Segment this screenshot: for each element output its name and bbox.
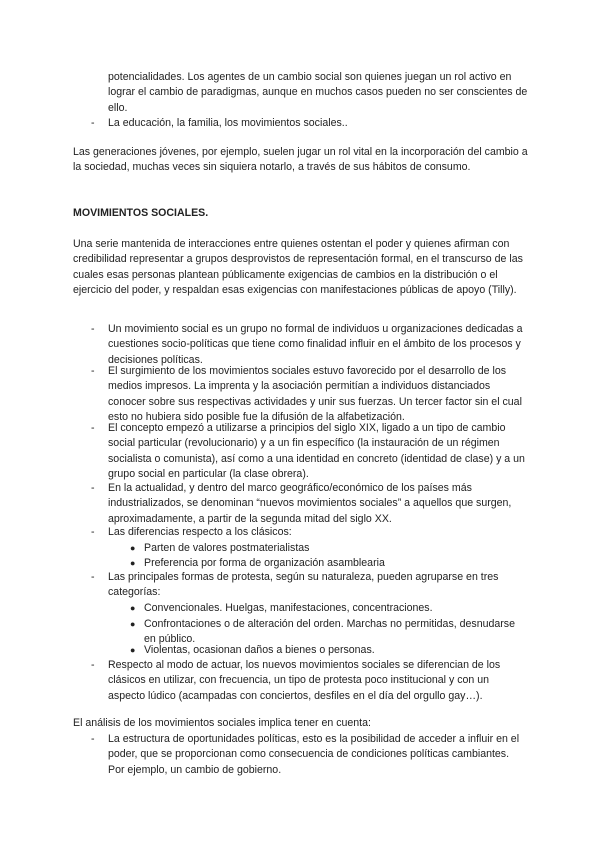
intro-continuation: potencialidades. Los agentes de un cambio social son quienes juegan un rol activo en lograr el cambio de paradigmas, aunque en muchos casos pueden no ser conscientes de ello. <box>108 71 528 114</box>
section-heading: MOVIMIENTOS SOCIALES. <box>73 207 209 219</box>
dash-marker: - <box>91 733 95 745</box>
sub-list-item: Violentas, ocasionan daños a bienes o personas. <box>144 644 375 656</box>
list-item: Las principales formas de protesta, según su naturaleza, pueden agruparse en tres categorías: <box>108 571 499 599</box>
dash-marker: - <box>91 659 95 671</box>
sub-list-item: Confrontaciones o de alteración del orden. Marchas no permitidas, desnudarse en público. <box>144 618 515 646</box>
dash-marker: - <box>91 365 95 377</box>
dash-marker: - <box>91 323 95 335</box>
sub-list-item: Convencionales. Huelgas, manifestaciones, concentraciones. <box>144 602 433 614</box>
dash-marker: - <box>91 482 95 494</box>
paragraph-definition: Una serie mantenida de interacciones entre quienes ostentan el poder y quienes afirman con credibilidad representar a grupos desprovistos de representación formal, en el transcurso de las cuales esas personas plantean públicamente exigencias de cambios en la distribución o el ejercicio del poder, y respaldan esas exigencias con manifestaciones públicas de apoyo (Tilly). <box>73 238 523 297</box>
list-item: En la actualidad, y dentro del marco geográfico/económico de los países más industrializados, se denominan “nuevos movimientos sociales” a aquellos que surgen, aproximadamente, a partir de la segunda mitad del siglo XX. <box>108 482 512 525</box>
dash-marker: - <box>91 571 95 583</box>
sub-list-item: Preferencia por forma de organización asamblearia <box>144 557 385 569</box>
list-item: El surgimiento de los movimientos sociales estuvo favorecido por el desarrollo de los medios impresos. La imprenta y la asociación permitían a individuos distanciados conocer sobre sus respectivas actividades y unir sus fuerzas. Un tercer factor sin el cual esto no hubiera sido posible fue la difusión de la alfabetización. <box>108 365 522 424</box>
dash-marker: - <box>91 526 95 538</box>
dash-marker: - <box>91 422 95 434</box>
bullet-marker: ● <box>130 558 136 568</box>
list-item: Respecto al modo de actuar, los nuevos movimientos sociales se diferencian de los clásicos en utilizar, con frecuencia, un tipo de protesta poco institucional y con un aspecto lúdico (acampadas con conciertos, desfiles en el día del orgullo gay…). <box>108 659 501 702</box>
sub-list-item: Parten de valores postmaterialistas <box>144 542 310 554</box>
list-item: Las diferencias respecto a los clásicos: <box>108 526 292 538</box>
list-item: Un movimiento social es un grupo no formal de individuos u organizaciones dedicadas a cuestiones socio-políticas que tiene como finalidad influir en el ámbito de los procesos y decisiones políticas. <box>108 323 523 366</box>
bullet-marker: ● <box>130 603 136 613</box>
bullet-marker: ● <box>130 619 136 629</box>
bullet-marker: ● <box>130 543 136 553</box>
list-item-education: La educación, la familia, los movimientos sociales.. <box>108 117 348 129</box>
list-item: El concepto empezó a utilizarse a principios del siglo XIX, ligado a un tipo de cambio social particular (revolucionario) y a un fin específico (la instauración de un régimen socialista o comunista), así como a una identidad en concreto (identidad de clase) y a un grupo social en particular (la clase obrera). <box>108 422 525 481</box>
analysis-intro: El análisis de los movimientos sociales implica tener en cuenta: <box>73 717 371 729</box>
bullet-marker: ● <box>130 645 136 655</box>
dash-marker: - <box>91 117 95 129</box>
paragraph-youth: Las generaciones jóvenes, por ejemplo, suelen jugar un rol vital en la incorporación del cambio a la sociedad, muchas veces sin siquiera notarlo, a través de sus hábitos de consumo. <box>73 146 528 174</box>
analysis-item: La estructura de oportunidades políticas, esto es la posibilidad de acceder a influir en el poder, que se proporcionan como consecuencia de condiciones políticas cambiantes. Por ejemplo, un cambio de gobierno. <box>108 733 520 776</box>
